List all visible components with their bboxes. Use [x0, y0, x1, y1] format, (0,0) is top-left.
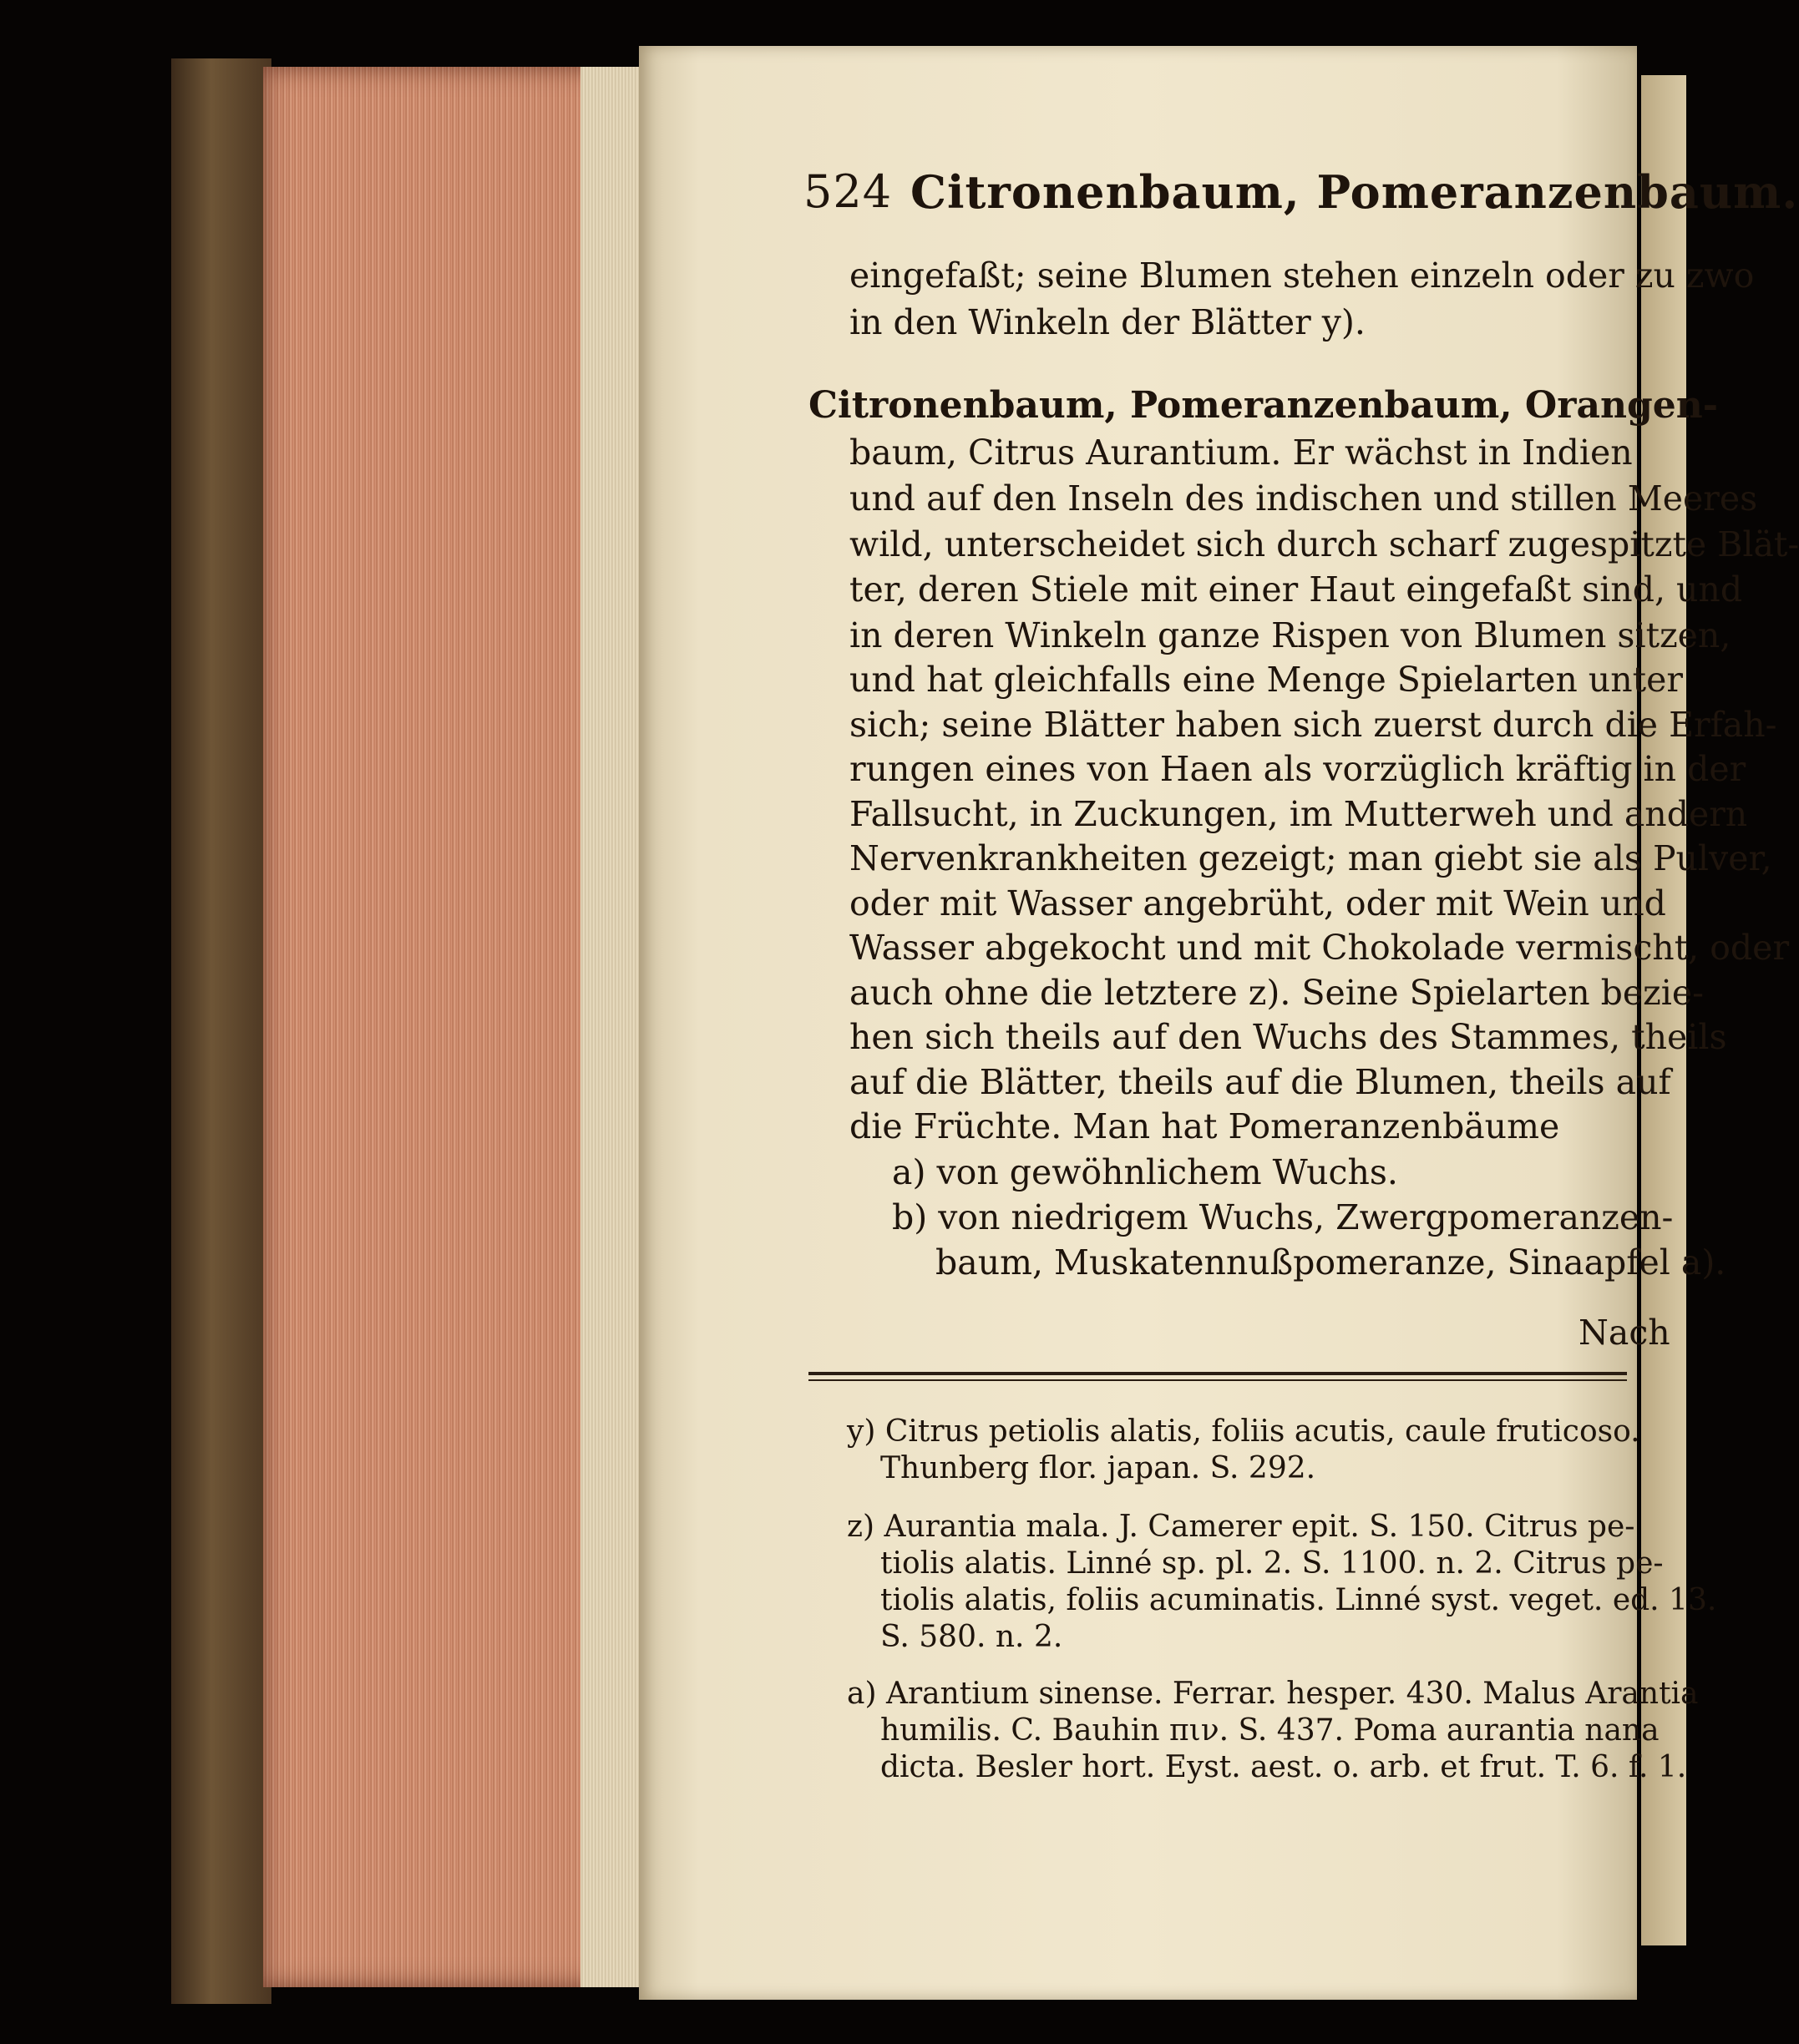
- body-line: die Früchte. Man hat Pomeranzenbäume: [849, 1106, 1560, 1146]
- footnote-line: tiolis alatis, foliis acuminatis. Linné syst. veget. ed. 13.: [880, 1583, 1717, 1617]
- footnote-line: humilis. C. Bauhin πιν. S. 437. Poma aurantia nana: [880, 1713, 1660, 1748]
- footnote-line: a) Arantium sinense. Ferrar. hesper. 430. Malus Arantia: [847, 1677, 1699, 1711]
- footnote-line: y) Citrus petiolis alatis, foliis acutis, caule fruticoso.: [847, 1414, 1640, 1449]
- body-line: baum, Citrus Aurantium. Er wächst in Indien: [849, 433, 1633, 473]
- footnote-rule: [808, 1372, 1627, 1375]
- page-stack-fore-edge: [263, 67, 639, 1987]
- body-line: rungen eines von Haen als vorzüglich kräftig in der: [849, 749, 1746, 789]
- footnote-rule-thin: [808, 1379, 1627, 1381]
- body-line: sich; seine Blätter haben sich zuerst durch die Erfah-: [849, 705, 1777, 745]
- list-item-b: b) von niedrigem Wuchs, Zwergpomeranzen-: [892, 1197, 1674, 1237]
- body-line: Fallsucht, in Zuckungen, im Mutterweh und andern: [849, 794, 1748, 834]
- book-cover-edge: [171, 58, 271, 2004]
- body-line: auch ohne die letztere z). Seine Spielarten bezie-: [849, 973, 1704, 1013]
- body-line: in deren Winkeln ganze Rispen von Blumen sitzen,: [849, 615, 1731, 655]
- body-line: und hat gleichfalls eine Menge Spielarten unter: [849, 660, 1683, 700]
- footnote-line: tiolis alatis. Linné sp. pl. 2. S. 1100. n. 2. Citrus pe-: [880, 1546, 1664, 1581]
- footnote-line: dicta. Besler hort. Eyst. aest. o. arb. et frut. T. 6. f. 1.: [880, 1750, 1687, 1784]
- body-line: ter, deren Stiele mit einer Haut eingefaßt sind, und: [849, 569, 1743, 610]
- body-line: und auf den Inseln des indischen und stillen Meeres: [849, 478, 1758, 519]
- running-title: Citronenbaum, Pomeranzenbaum.: [910, 165, 1799, 219]
- body-line: wild, unterscheidet sich durch scharf zugespitzte Blät-: [849, 524, 1799, 564]
- footnote-line: Thunberg flor. japan. S. 292.: [880, 1451, 1316, 1485]
- body-line: oder mit Wasser angebrüht, oder mit Wein und: [849, 883, 1666, 923]
- catchword: Nach: [1579, 1313, 1670, 1353]
- body-line: auf die Blätter, theils auf die Blumen, theils auf: [849, 1062, 1671, 1102]
- page-number: 524: [803, 165, 893, 218]
- footnote-line: z) Aurantia mala. J. Camerer epit. S. 150. Citrus pe-: [847, 1510, 1635, 1544]
- entry-heading-line: Citronenbaum, Pomeranzenbaum, Orangen-: [808, 384, 1718, 427]
- list-item-a: a) von gewöhnlichem Wuchs.: [892, 1152, 1398, 1192]
- list-item-b-continued: baum, Muskatennußpomeranze, Sinaapfel a).: [935, 1242, 1726, 1283]
- body-line: Wasser abgekocht und mit Chokolade vermischt, oder: [849, 928, 1790, 968]
- body-line: Nervenkrankheiten gezeigt; man giebt sie als Pulver,: [849, 838, 1772, 878]
- body-line: in den Winkeln der Blätter y).: [849, 302, 1366, 342]
- body-line: eingefaßt; seine Blumen stehen einzeln oder zu zwo: [849, 256, 1755, 296]
- footnote-line: S. 580. n. 2.: [880, 1620, 1063, 1654]
- body-line: hen sich theils auf den Wuchs des Stammes, theils: [849, 1017, 1727, 1057]
